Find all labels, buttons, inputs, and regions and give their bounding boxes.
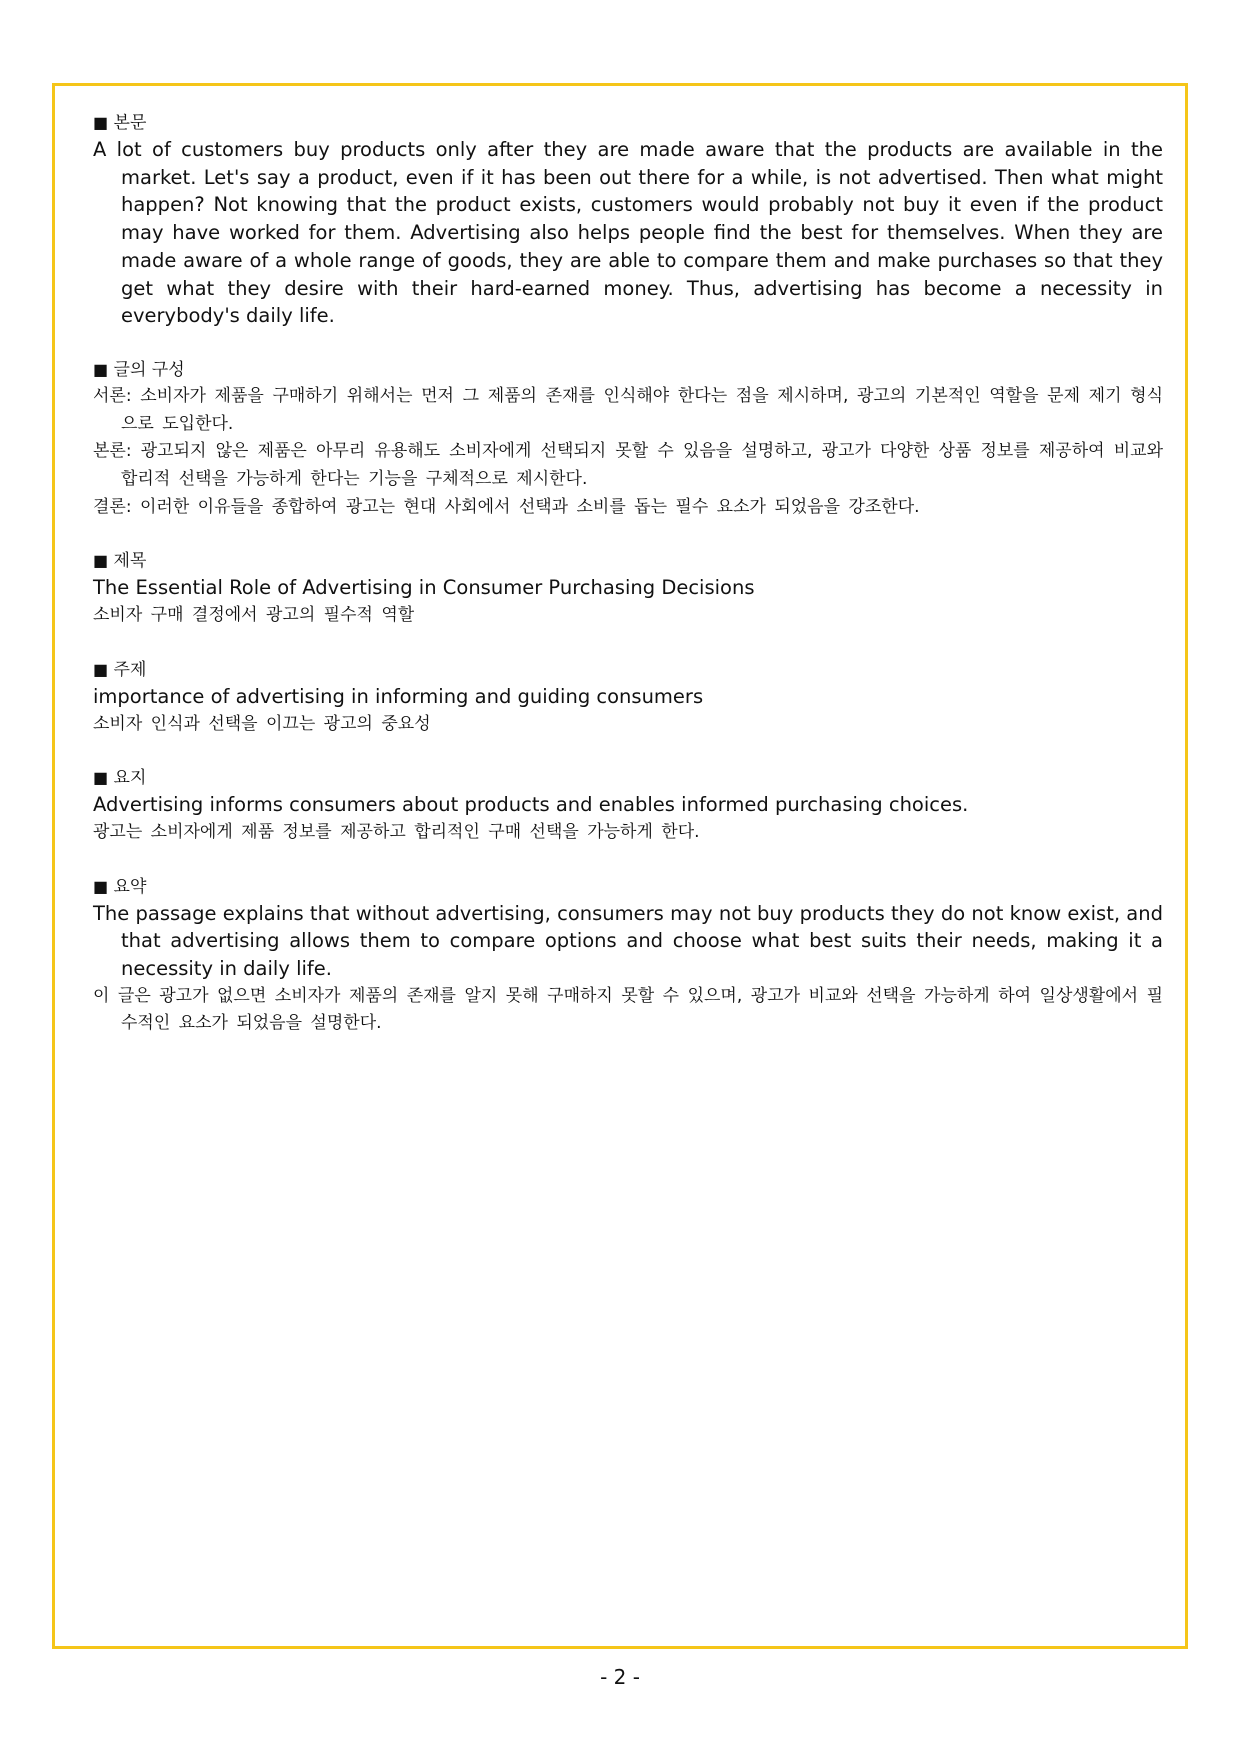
square-bullet-icon: ■ [93,659,109,679]
section-heading: 요지 [113,768,147,789]
section-heading: 글의 구성 [113,359,185,380]
square-bullet-icon: ■ [93,359,109,379]
section-structure [93,357,1163,522]
section-header [93,765,1163,791]
passage-text: A lot of customers buy products only after they are made aware that the products are available in the market. Let's say a product, even if it has been out there for a while, is not advertised. Then what might happen? Not knowing that the product exists, customers would probably not buy it even if the product may have worked for them. Advertising also helps people find the best for themselves. When they are made aware of a whole range of goods, they are able to compare them and make purchases so that they get what they desire with their hard-earned money. Thus, advertising has become a necessity in everybody's daily life. [93,138,1163,328]
summary-english: The passage explains that without advertising, consumers may not buy products they do not know exist, and that advertising allows them to compare options and choose what best suits their needs, making it a necessity in daily life. [93,901,1163,981]
gist-english: Advertising informs consumers about products and enables informed purchasing choices. [93,793,969,817]
structure-intro: 서론: 소비자가 제품을 구매하기 위해서는 먼저 그 제품의 존재를 인식해야 한다는 점을 제시하며, 광고의 기본적인 역할을 문제 제기 형식으로 도입한다. [93,385,1163,434]
theme-english: importance of advertising in informing and guiding consumers [93,684,704,708]
section-heading: 주제 [113,659,147,680]
section-header [93,357,1163,383]
section-header [93,874,1163,900]
structure-conclusion: 결론: 이러한 이유들을 종합하여 광고는 현대 사회에서 선택과 소비를 돕는 필수 요소가 되었음을 강조한다. [93,496,920,517]
title-korean: 소비자 구매 결정에서 광고의 필수적 역할 [93,605,415,626]
section-body [93,110,1163,330]
theme-korean: 소비자 인식과 선택을 이끄는 광고의 중요성 [93,713,431,734]
section-theme [93,657,1163,738]
document-content [93,110,1163,1065]
section-heading: 본문 [113,113,147,133]
section-header [93,657,1163,683]
title-english: The Essential Role of Advertising in Consumer Purchasing Decisions [93,576,755,600]
section-gist [93,765,1163,846]
summary-korean: 이 글은 광고가 없으면 소비자가 제품의 존재를 알지 못해 구매하지 못할 수 있으며, 광고가 비교와 선택을 가능하게 하여 일상생활에서 필수적인 요소가 되었음을 설명한다. [93,985,1163,1034]
square-bullet-icon: ■ [93,551,109,571]
page-number: - 2 - [600,1665,640,1689]
section-header [93,110,1163,136]
square-bullet-icon: ■ [93,113,109,132]
section-summary [93,874,1163,1039]
square-bullet-icon: ■ [93,876,109,896]
square-bullet-icon: ■ [93,768,109,788]
section-header [93,548,1163,574]
section-heading: 요약 [113,876,147,897]
structure-main: 본론: 광고되지 않은 제품은 아무리 유용해도 소비자에게 선택되지 못할 수 있음을 설명하고, 광고가 다양한 상품 정보를 제공하여 비교와 합리적 선택을 가능하게 한다는 기능을 구체적으로 제시한다. [93,441,1163,490]
section-heading: 제목 [113,551,147,572]
gist-korean: 광고는 소비자에게 제품 정보를 제공하고 합리적인 구매 선택을 가능하게 한다. [93,821,700,842]
section-title [93,548,1163,629]
